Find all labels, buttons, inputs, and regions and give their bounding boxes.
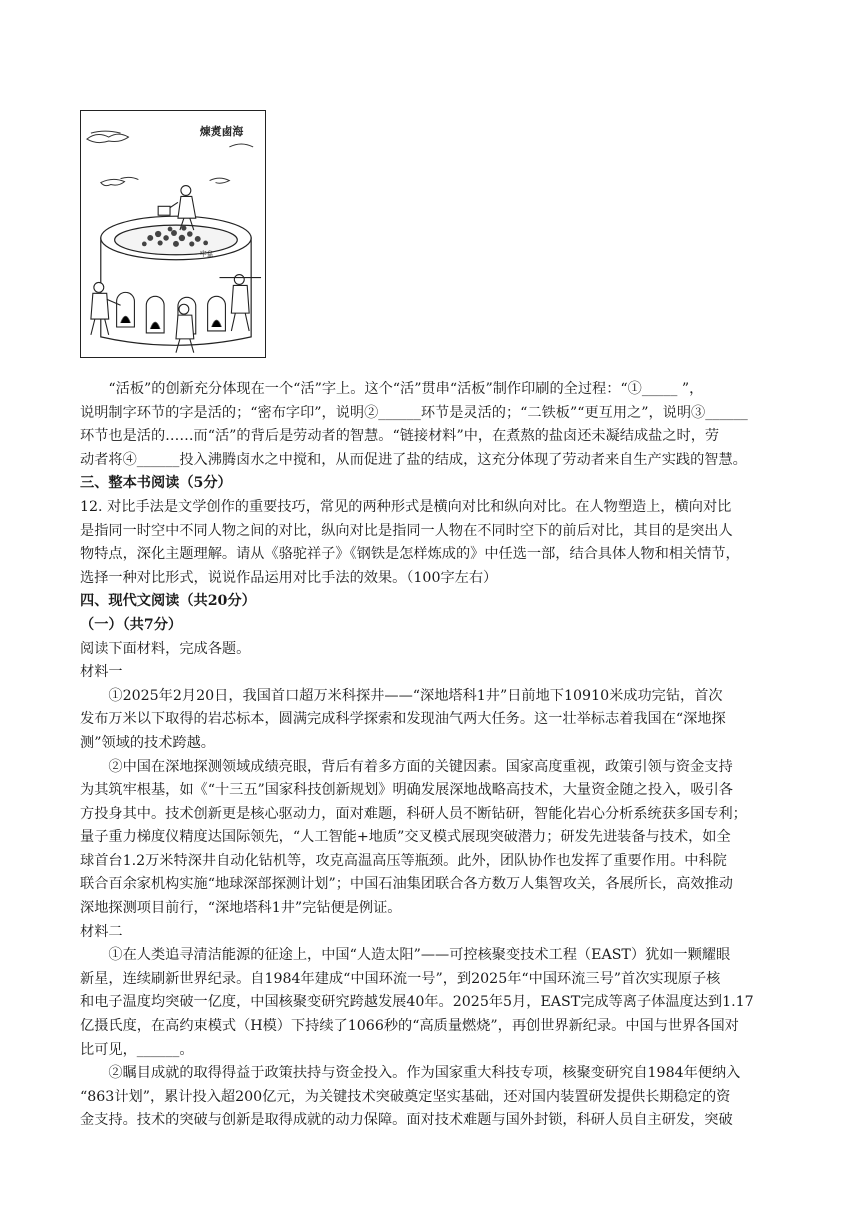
- woodcut-illustration-image: [81, 111, 265, 357]
- section-heading-4: 四、现代文阅读（共20分）: [80, 593, 256, 610]
- paragraph-line: 联合百余家机构实施“地球深部探测计划”；中国石油集团联合各方数万人集智攻关，各展所长，高效推动: [80, 876, 733, 893]
- paragraph-line: 动者将④______投入沸腾卤水之中搅和，从而促进了盐的结成，这充分体现了劳动者来自生产实践的智慧。: [80, 451, 747, 468]
- material-2-label: 材料二: [80, 923, 123, 940]
- paragraph-line: 球首台1.2万米特深井自动化钻机等，攻克高温高压等瓶颈。此外，团队协作也发挥了重要作用。中科院: [80, 852, 727, 869]
- section-heading-3: 三、整本书阅读（5分）: [80, 475, 232, 492]
- question-12-line: 12. 对比手法是文学创作的重要技巧，常见的两种形式是横向对比和纵向对比。在人物塑造上，横向对比: [80, 498, 732, 515]
- paragraph-line: ①2025年2月20日，我国首口超万米科探井——“深地塔科1井”日前地下10910米成功完钻，首次: [108, 687, 723, 704]
- paragraph-line: ②中国在深地探测领域成绩亮眼，背后有着多方面的关键因素。国家高度重视，政策引领与资金支持: [108, 758, 733, 775]
- paragraph-line: 金支持。技术的突破与创新是取得成就的动力保障。面对技术难题与国外封锁，科研人员自主研发，突破: [80, 1112, 733, 1129]
- paragraph-line: 比可见，______。: [80, 1041, 194, 1058]
- paragraph-line: ①在人类追寻清洁能源的征途上，中国“人造太阳”——可控核聚变技术工程（EAST）犹如一颗耀眼: [108, 947, 731, 964]
- paragraph-line: 方投身其中。技术创新更是核心驱动力，面对难题，科研人员不断钻研，智能化岩心分析系统获多国专利；: [80, 805, 747, 822]
- paragraph-line: 测”领域的技术跨越。: [80, 734, 215, 751]
- paragraph-line: 亿摄氏度，在高约束模式（H模）下持续了1066秒的“高质量燃烧”，再创世界新纪录。中国与世界各国对: [80, 1018, 739, 1035]
- illustration-caption: 煉煑鹵海: [199, 125, 244, 139]
- question-12-line: 选择一种对比形式，说说作品运用对比手法的效果。（100字左右）: [80, 569, 498, 586]
- paragraph-line: “863计划”，累计投入超200亿元，为关键技术突破奠定坚实基础，还对国内装置研发提供长期稳定的资: [80, 1088, 731, 1105]
- paragraph-line: 量子重力梯度仪精度达国际领先，“人工智能+地质”交叉模式展现突破潜力；研发先进装备与技术，如全: [80, 829, 731, 846]
- question-12-line: 物特点，深化主题理解。请从《骆驼祥子》《钢铁是怎样炼成的》中任选一部，结合具体人物和相关情节，: [80, 546, 740, 563]
- paragraph-line: 环节也是活的……而“活”的背后是劳动者的智慧。“链接材料”中，在煮熬的盐卤还未凝结成盐之时，劳: [80, 428, 720, 445]
- paragraph-line: 和电子温度均突破一亿度，中国核聚变研究跨越发展40年。2025年5月，EAST完成等离子体温度达到1.17: [80, 994, 754, 1011]
- salt-boiling-illustration: [80, 110, 266, 358]
- instruction-text: 阅读下面材料，完成各题。: [80, 640, 251, 657]
- paragraph-line: 深地探测项目前行，“深地塔科1井”完钻便是例证。: [80, 900, 402, 917]
- vessel-label: 牢盆: [199, 249, 214, 258]
- paragraph-line: “活板”的创新充分体现在一个“活”字上。这个“活”贯串“活板”制作印刷的全过程：“①_____ ”，: [108, 381, 704, 397]
- article-body: [80, 378, 784, 1133]
- paragraph-line: 新星，连续刷新世界纪录。自1984年建成“中国环流一号”，到2025年“中国环流三号”首次实现原子核: [80, 970, 721, 987]
- paragraph-line: ②瞩目成就的取得得益于政策扶持与资金投入。作为国家重大科技专项，核聚变研究自1984年便纳入: [108, 1065, 741, 1082]
- question-12-line: 是指同一时空中不同人物之间的对比，纵向对比是指同一人物在不同时空下的前后对比，其目的是突出人: [80, 522, 733, 539]
- subsection-heading: （一）（共7分）: [80, 616, 183, 633]
- paragraph-line: 说明制字环节的字是活的；“密布字印”，说明②______环节是灵活的；“二铁板”“更互用之”，说明③______: [80, 404, 748, 421]
- paragraph-line: 发布万米以下取得的岩芯标本，圆满完成科学探索和发现油气两大任务。这一壮举标志着我国在“深地探: [80, 711, 726, 728]
- material-1-label: 材料一: [80, 664, 123, 681]
- paragraph-line: 为其筑牢根基，如《“十三五”国家科技创新规划》明确发展深地战略高技术，大量资金随之投入，吸引各: [80, 782, 733, 799]
